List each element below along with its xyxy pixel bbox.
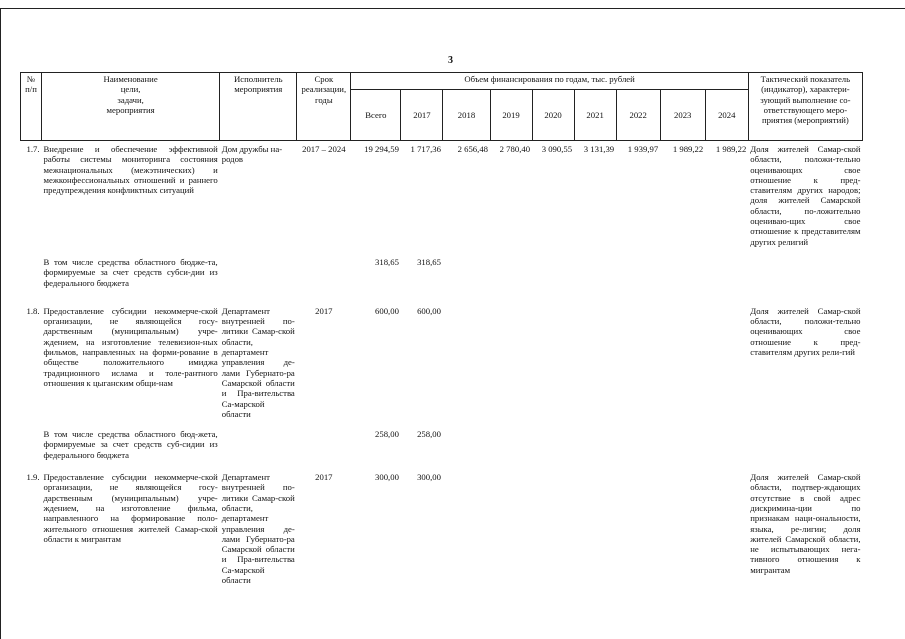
col-total-header: Всего	[351, 90, 401, 141]
row-executor: Департамент внутренней по-литики Самар-ской области, департамент управления де-лами Губернато-ра Самарской области и Пра-вительства Са-марской области	[221, 472, 295, 585]
row-y2023: 1 989,22	[672, 144, 704, 154]
col-funding-header: Объем финансирования по годам, тыс. рублей	[351, 73, 748, 90]
row-total: 600,00	[375, 305, 399, 316]
col-year-header: 2021	[574, 90, 616, 141]
header-name-text: Наименование цели, задачи, мероприятия	[103, 74, 158, 115]
header-term-text: Срок реализации, годы	[301, 74, 347, 105]
table-row	[21, 469, 863, 586]
col-year-header: 2018	[443, 90, 490, 141]
col-year-header: 2022	[616, 90, 660, 141]
col-year-header: 2017	[401, 90, 443, 141]
funding-table	[20, 72, 863, 586]
row-number: 1.7.	[26, 144, 40, 154]
row-y2017: 600,00	[417, 305, 441, 316]
row-name: Внедрение и обеспечение эффективной работы системы мониторинга состояния межнациональных (межэтнических) и межконфессиональных отношений и раннего предупреждения конфликтных ситуаций	[43, 144, 218, 196]
header-indicator-text: Тактический показатель (индикатор), характери-зующий выполнение со-ответствующего меро-приятия (мероприятий)	[760, 74, 851, 126]
row-name: В том числе средства областного бюдже-та, формируемые за счет средств субси-дии из федерального бюджета	[43, 256, 218, 288]
header-num-text: № п/п	[25, 74, 37, 95]
page-number: 3	[448, 55, 453, 66]
row-indicator: Доля жителей Самар-ской области, положи-тельно оценивающих свое отношение к пред-ставителям других народов; доля жителей Самарской области, по-ложительно оцениваю-щих свое отношение к представителям других религий	[750, 144, 861, 247]
top-rule	[0, 8, 905, 9]
row-term: 2017	[315, 305, 333, 316]
row-y2020: 3 090,55	[541, 144, 573, 154]
col-year-header: 2023	[660, 90, 705, 141]
row-number: 1.9.	[26, 472, 40, 483]
col-exec-header	[220, 73, 297, 141]
col-year-header: 2020	[532, 90, 574, 141]
col-year-header: 2024	[705, 90, 748, 141]
row-y2017: 318,65	[417, 256, 441, 267]
col-name-header	[42, 73, 220, 141]
header-exec-text: Исполнитель мероприятия	[233, 74, 283, 95]
table-row	[21, 256, 863, 289]
row-indicator: Доля жителей Самар-ской области, положи-тельно оценивающих свое отношение к пред-ставителям других рели-гий	[750, 305, 861, 358]
row-y2021: 3 131,39	[583, 144, 615, 154]
row-term: 2017	[315, 472, 333, 483]
row-term: 2017 – 2024	[302, 144, 346, 154]
row-total: 258,00	[375, 429, 399, 440]
row-y2018: 2 656,48	[457, 144, 488, 154]
row-y2017: 1 717,36	[410, 144, 441, 154]
col-term-header	[297, 73, 351, 141]
row-executor: Дом дружбы на-родов	[221, 144, 283, 165]
left-rule	[0, 8, 1, 639]
row-total: 300,00	[375, 472, 399, 483]
row-y2022: 1 939,97	[627, 144, 659, 154]
col-year-header: 2019	[490, 90, 532, 141]
row-total: 19 294,59	[364, 144, 399, 154]
col-num-header	[21, 73, 42, 141]
row-y2024: 1 989,22	[715, 144, 747, 154]
table-row	[21, 303, 863, 420]
row-indicator: Доля жителей Самар-ской области, подтвер-ждающих отсутствие в свой адрес дискримина-ции по признакам наци-ональности, языка, ре-лигии; доля жителей Самарской области, не испытывающих нега-тивного отношения к мигрантам	[750, 472, 861, 575]
row-y2019: 2 780,40	[499, 144, 531, 154]
row-y2017: 300,00	[417, 472, 441, 483]
row-name: В том числе средства областного бюд-жета, формируемые за счет средств суб-сидии из федерального бюджета	[43, 429, 218, 460]
table-row	[21, 141, 863, 248]
row-y2017: 258,00	[417, 429, 441, 440]
row-name: Предоставление субсидии некоммерче-ской организации, не являющейся госу-дарственным (муниципальным) учре-ждением, на изготовление фильма, направленного на формирование поло-жительного отношения жителей Самар-ской области к мигрантам	[43, 472, 218, 544]
col-indicator-header	[748, 73, 862, 141]
row-executor: Департамент внутренней по-литики Самар-ской области, департамент управления де-лами Губернато-ра Самарской области и Пра-вительства Са-марской области	[221, 305, 295, 419]
table-row	[21, 428, 863, 461]
row-number: 1.8.	[26, 305, 40, 316]
row-name: Предоставление субсидии некоммерче-ской организации, не являющейся госу-дарственным (муниципальным) учре-ждением, на изготовление телевизион-ных фильмов, направленных на форми-рование в обществе положительного имиджа традиционного ислама и толе-рантного отношения к цыганским общи-нам	[43, 305, 218, 388]
row-total: 318,65	[375, 256, 399, 267]
